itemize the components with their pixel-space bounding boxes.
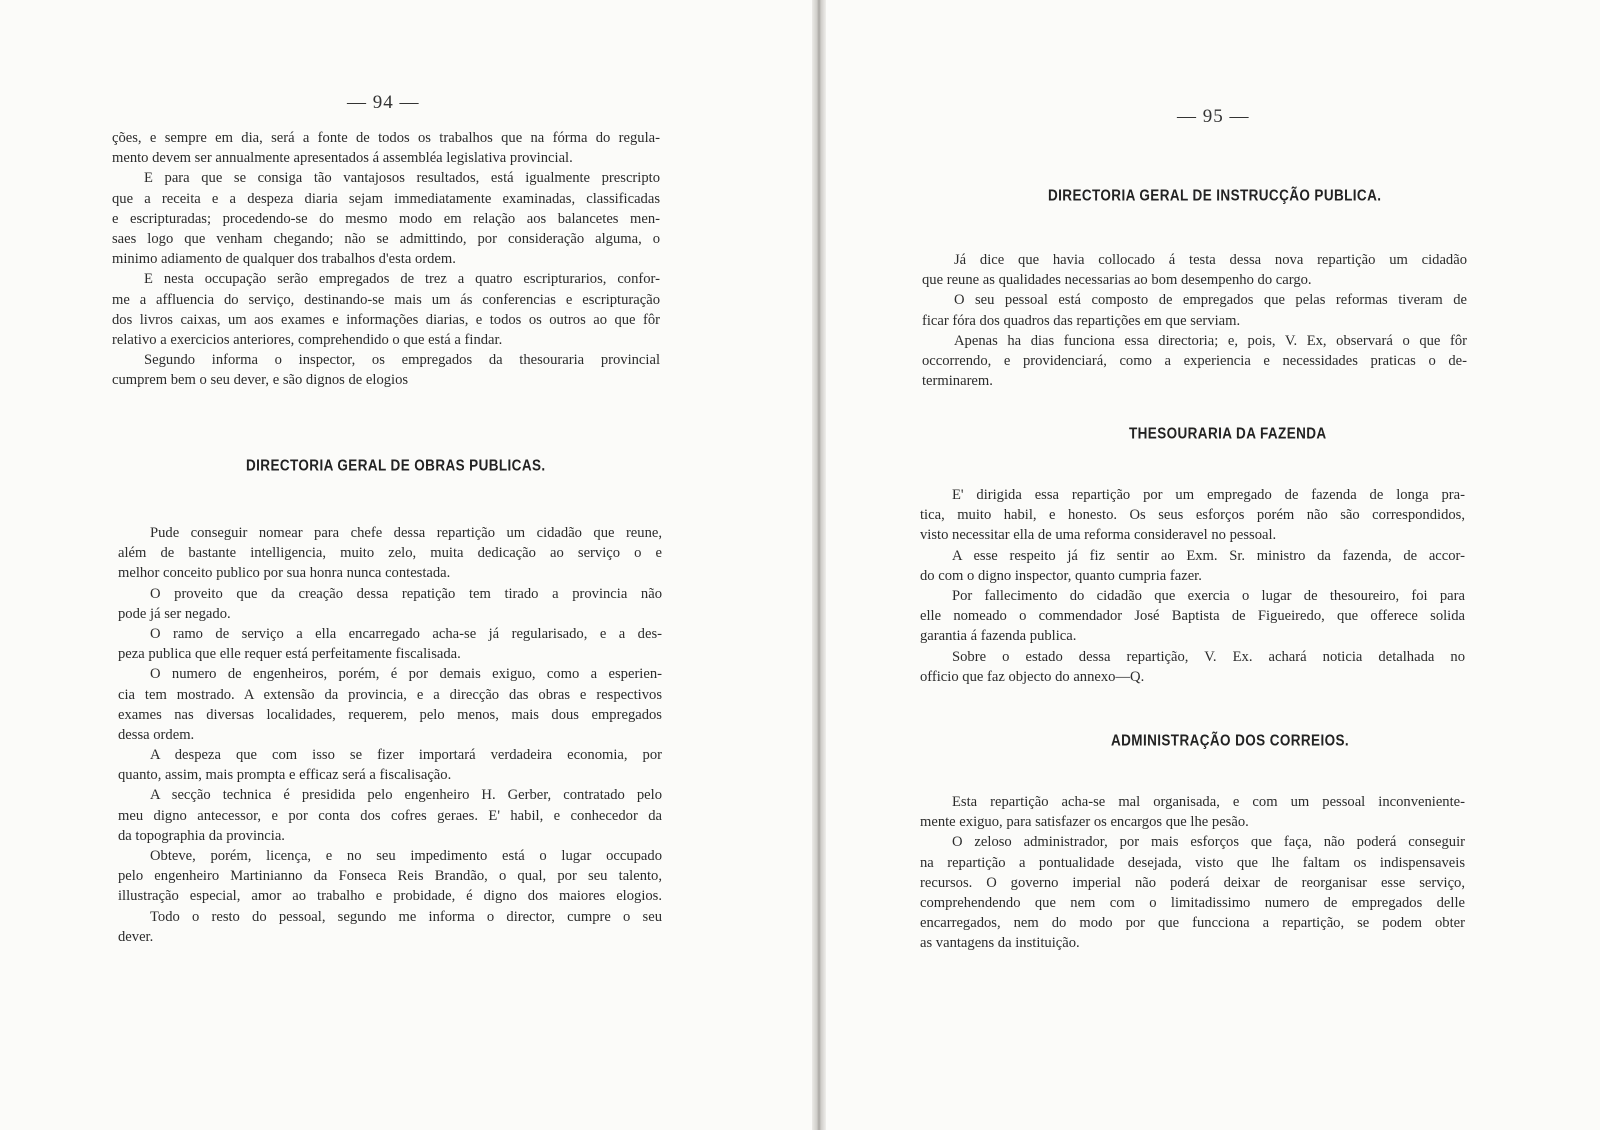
section-title: THESOURARIA DA FAZENDA [1129, 424, 1327, 443]
text-line: occorrendo, e providenciará, como a experiencia e necessidades praticas o de- [922, 352, 1467, 369]
text-line: dessa ordem. [118, 726, 195, 743]
text-line: peza publica que elle requer está perfeitamente fiscalisada. [118, 646, 461, 663]
text-line: Por fallecimento do cidadão que exercia o lugar de thesoureiro, foi para [952, 587, 1465, 604]
text-line: minimo adiamento de qualquer dos trabalhos d'esta ordem. [112, 251, 456, 268]
text-line: comprehendendo que nem com o limitadissimo numero de empregados delle [920, 894, 1465, 911]
text-line: cumprem bem o seu dever, e são dignos de elogios [112, 372, 409, 389]
text-line: além de bastante intelligencia, muito zelo, muita dedicação ao serviço o e [118, 545, 662, 562]
text-line: tica, muito habil, e honesto. Os seus esforços porém não são correspondidos, [920, 507, 1465, 524]
text-line: Apenas ha dias funciona essa directoria; e, pois, V. Ex, observará o que fôr [954, 332, 1467, 349]
text-line: quanto, assim, mais prompta e efficaz será a fiscalisação. [118, 767, 452, 784]
text-line: relativo a exercicios anteriores, comprehendido o que está a findar. [112, 331, 503, 348]
section-text-block [920, 485, 1465, 687]
text-line: Esta repartição acha-se mal organisada, e com um pessoal inconveniente- [952, 794, 1465, 810]
page-number: — 95 — [1177, 106, 1250, 127]
text-line: pelo engenheiro Martinianno da Fonseca Reis Brandão, o qual, por seu talento, [118, 868, 662, 885]
text-line: O proveito que da creação dessa repatição tem tirado a provincia não [150, 585, 662, 602]
text-line: pode já ser negado. [118, 605, 231, 622]
text-line: dever. [118, 928, 154, 945]
text-line: O ramo de serviço a ella encarregado acha-se já regularisado, e a des- [150, 625, 662, 642]
text-line: meu digno antecessor, e por conta dos cofres geraes. E' habil, e conhecedor da [118, 807, 662, 824]
section-text-block [922, 250, 1467, 391]
text-line: Sobre o estado dessa repartição, V. Ex. achará noticia detalhada no [952, 648, 1465, 665]
text-line: Já dice que havia collocado á testa dessa nova repartição um cidadão [954, 252, 1467, 268]
text-line: ções, e sempre em dia, será a fonte de todos os trabalhos que na fórma do regula- [112, 130, 660, 146]
text-line: mente exiguo, para satisfazer os encargos que lhe pesão. [920, 814, 1249, 831]
text-line: illustração especial, amor ao trabalho e probidade, é digno dos maiores elogios. [118, 888, 662, 905]
text-line: mento devem ser annualmente apresentados á assembléa legislativa provincial. [112, 150, 573, 167]
text-line: A esse respeito já fiz sentir ao Exm. Sr. ministro da fazenda, de accor- [952, 547, 1465, 564]
text-line: elle nomeado o commendador José Baptista de Figueiredo, que offerece solida [920, 608, 1465, 625]
text-line: ficar fóra dos quadros das repartições em que serviam. [922, 312, 1241, 329]
text-line: melhor conceito publico por sua honra nunca contestada. [118, 565, 451, 582]
text-line: cia tem mostrado. A extensão da provincia, e a direcção das obras e respectivos [118, 686, 662, 703]
text-line: que reune as qualidades necessarias ao bom desempenho do cargo. [922, 272, 1312, 289]
text-line: O zeloso administrador, por mais esforços que faça, não poderá conseguir [952, 834, 1465, 851]
section-title: ADMINISTRAÇÃO DOS CORREIOS. [1111, 731, 1350, 750]
text-line: O seu pessoal está composto de empregados que pelas reformas tiveram de [954, 292, 1467, 309]
text-line: Pude conseguir nomear para chefe dessa repartição um cidadão que reune, [150, 525, 662, 541]
text-line: A despeza que com isso se fizer importará verdadeira economia, por [150, 747, 662, 764]
text-line: exames nas diversas localidades, requerem, pelo menos, mais dous empregados [118, 706, 662, 723]
text-line: officio que faz objecto do annexo—Q. [920, 668, 1145, 685]
section-title: DIRECTORIA GERAL DE INSTRUCÇÃO PUBLICA. [1048, 186, 1382, 205]
text-line: Segundo informa o inspector, os empregados da thesouraria provincial [144, 352, 660, 369]
text-line: Obteve, porém, licença, e no seu impedimento está o lugar occupado [150, 848, 662, 864]
text-line: me a affluencia do serviço, destinando-se mais um ás conferencias e escripturação [112, 291, 660, 308]
text-line: as vantagens da instituição. [920, 935, 1080, 952]
text-line: na repartição a pontualidade desejada, visto que lhe faltam os indispensaveis [920, 854, 1465, 871]
right-page [823, 0, 1600, 1130]
text-line: garantia á fazenda publica. [920, 628, 1077, 645]
text-line: Todo o resto do pessoal, segundo me informa o director, cumpre o seu [150, 908, 662, 925]
section-text-block [920, 792, 1465, 954]
intro-text-block [112, 128, 660, 390]
section-title: DIRECTORIA GERAL DE OBRAS PUBLICAS. [246, 456, 546, 475]
text-line: encarregados, nem do modo por que funcciona a repartição, se podem obter [920, 915, 1465, 932]
text-line: O numero de engenheiros, porém, é por demais exiguo, como a esperien- [150, 666, 662, 683]
text-line: que a receita e a despeza diaria sejam immediatamente examinadas, classificadas [112, 190, 660, 207]
text-line: recursos. O governo imperial não poderá deixar de reorganisar esse serviço, [920, 874, 1465, 891]
text-line: da topographia da provincia. [118, 827, 285, 844]
text-line: do com o digno inspector, quanto cumpria fazer. [920, 567, 1202, 584]
page-number: — 94 — [347, 92, 420, 113]
text-line: terminarem. [922, 373, 993, 390]
text-line: E nesta occupação serão empregados de trez a quatro escripturarios, confor- [144, 271, 660, 288]
text-line: e escripturadas; procedendo-se do mesmo modo em relação aos balancetes men- [112, 210, 660, 227]
text-line: E' dirigida essa repartição por um empregado de fazenda de longa pra- [952, 487, 1465, 503]
text-line: A secção technica é presidida pelo engenheiro H. Gerber, contratado pelo [150, 787, 662, 804]
text-line: saes logo que venham chegando; não se admittindo, por consideração alguma, o [112, 230, 660, 247]
text-line: visto necessitar ella de uma reforma consideravel no pessoal. [920, 527, 1277, 544]
text-line: E para que se consiga tão vantajosos resultados, está igualmente prescripto [144, 170, 660, 187]
text-line: dos livros caixas, um aos exames e informações diarias, e todos os outros ao que fôr [112, 311, 660, 328]
section-text-block [118, 523, 662, 947]
